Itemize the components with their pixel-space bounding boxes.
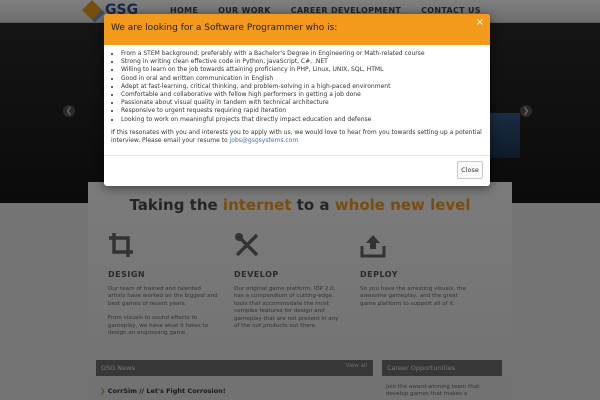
apply-paragraph — [111, 129, 483, 145]
requirement-item: • Comfortable and collaborative with fellow high performers in getting a job done — [121, 91, 483, 99]
apply-text: If this resonates with you and interests you to apply with us, we would love to hear from you towards setting up a potential interview. Please email your resume to — [111, 128, 482, 145]
requirement-item: • Responsive to urgent requests requiring rapid iteration — [121, 107, 483, 115]
close-button[interactable]: Close — [457, 161, 483, 179]
job-modal — [104, 14, 490, 186]
requirement-item: • Looking to work on meaningful projects that directly impact education and defense — [121, 116, 483, 124]
modal-footer — [104, 155, 490, 186]
email-link[interactable]: jobs@gsgsystems.com — [229, 137, 299, 145]
requirement-item: • Strong in writing clean effective code in Python, JavaScript, C#, .NET — [121, 58, 483, 66]
requirement-item: • Willing to learn on the job towards attaining proficiency in PHP, Linux, UNIX, SQL, HTML — [121, 66, 483, 74]
requirements-list — [111, 50, 483, 124]
modal-title: We are looking for a Software Programmer who is: — [111, 23, 338, 33]
requirement-item: • Adept at fast-learning, critical thinking, and problem-solving in a high-paced environment — [121, 83, 483, 91]
requirement-item: • Passionate about visual quality in tandem with technical architecture — [121, 99, 483, 107]
requirement-item: • From a STEM background; preferably with a Bachelor's Degree in Engineering or Math-related course — [121, 50, 483, 58]
modal-body — [111, 50, 483, 145]
requirement-item: • Good in oral and written communication in English — [121, 75, 483, 83]
close-icon[interactable]: × — [475, 17, 484, 28]
modal-header — [104, 14, 490, 45]
